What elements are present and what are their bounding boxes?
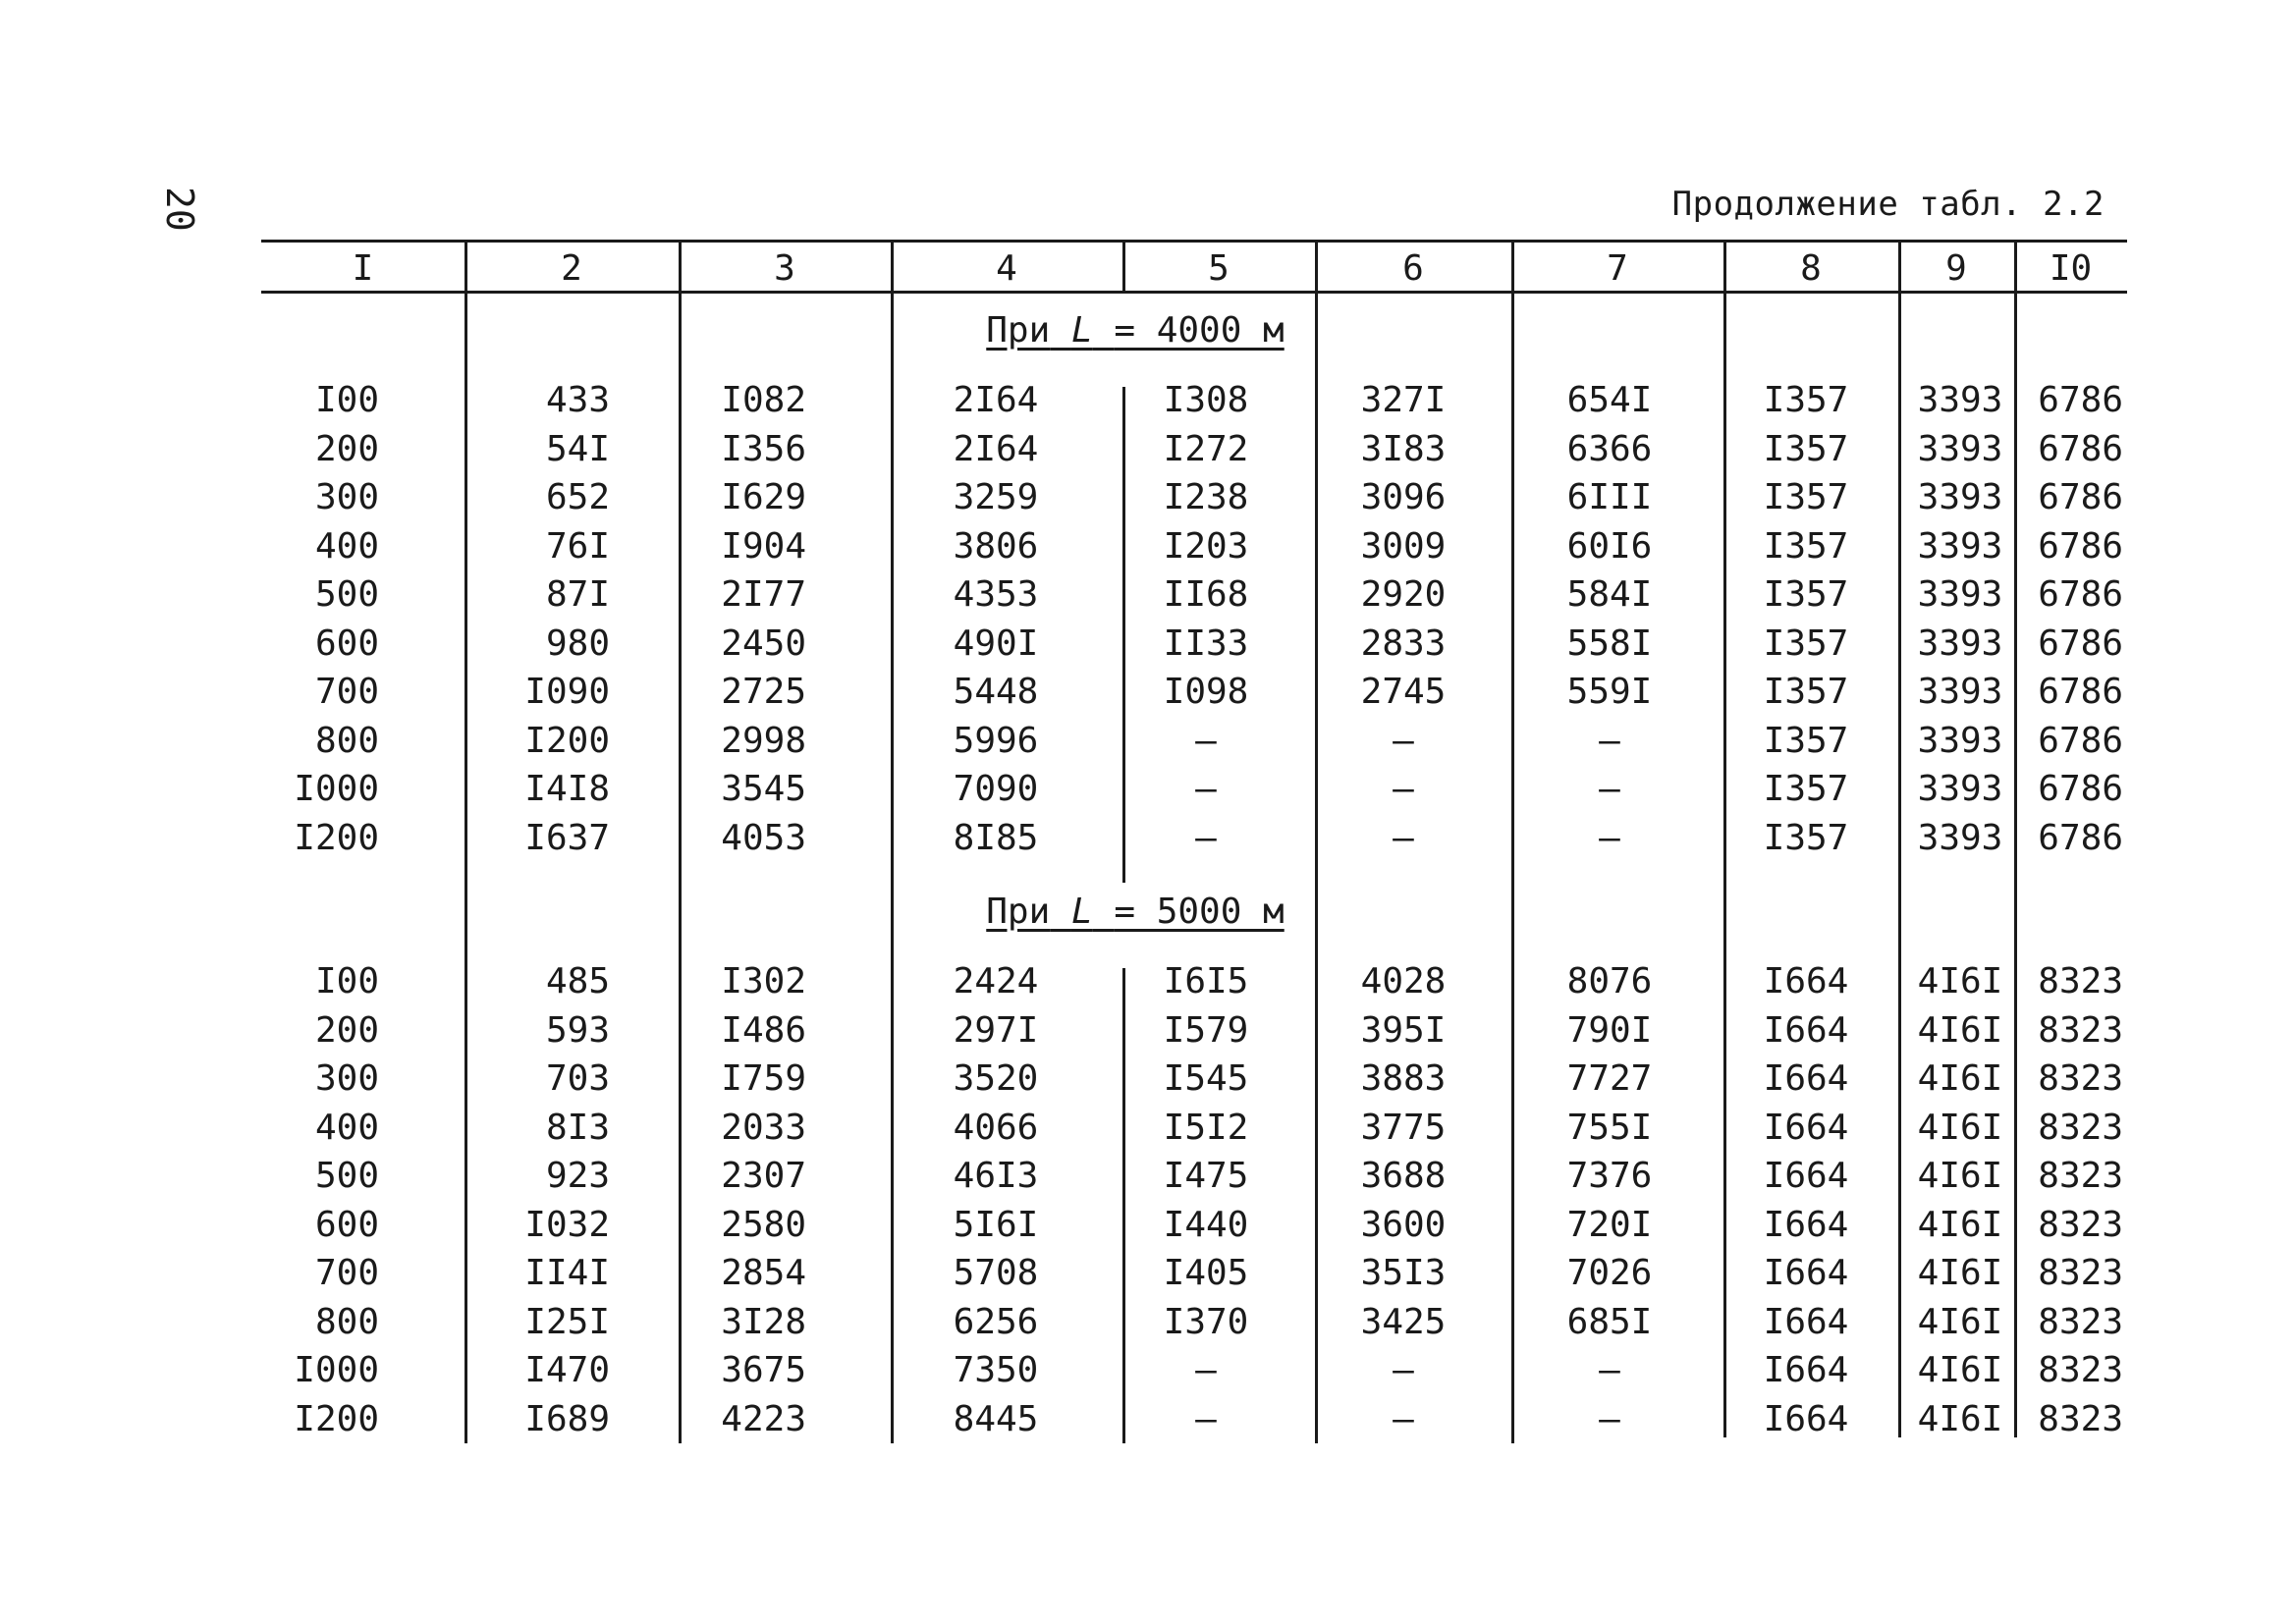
table-cell: I357 <box>1763 672 1849 712</box>
table-cell: 2920 <box>1360 574 1447 615</box>
table-cell: II33 <box>1163 623 1249 664</box>
table-cell: 8445 <box>953 1398 1039 1439</box>
table-cell: 87I <box>545 574 610 615</box>
table-cell: 8076 <box>1566 961 1653 1001</box>
table-cell: 593 <box>545 1009 610 1051</box>
table-cell: I357 <box>1763 477 1849 517</box>
table-cell: 6786 <box>2038 380 2123 420</box>
column-header-2: 2 <box>561 248 582 289</box>
table-cell: 3520 <box>953 1058 1039 1099</box>
table-cell: – <box>1195 1398 1217 1439</box>
table-cell: 6786 <box>2038 574 2123 615</box>
table-cell: I664 <box>1763 1107 1849 1148</box>
table-cell: 8I3 <box>545 1107 610 1148</box>
table-cell: 200 <box>314 1009 379 1051</box>
table-cell: 433 <box>545 380 610 420</box>
table-cell: 8323 <box>2038 1009 2123 1051</box>
column-header-5: 5 <box>1208 248 1230 289</box>
header-bottom-rule <box>261 291 2127 294</box>
table-cell: 54I <box>545 428 610 469</box>
section-caption-1: При L = 4000 м <box>986 310 1285 351</box>
table-cell: 500 <box>314 574 379 615</box>
table-cell: I664 <box>1763 961 1849 1001</box>
table-cell: 4353 <box>953 574 1039 615</box>
table-cell: I664 <box>1763 1204 1849 1245</box>
table-cell: 559I <box>1566 672 1653 712</box>
table-cell: 790I <box>1566 1009 1653 1051</box>
table-cell: 755I <box>1566 1107 1653 1148</box>
table-cell: 7350 <box>953 1350 1039 1390</box>
table-cell: 3393 <box>1917 380 2003 420</box>
table-cell: 485 <box>545 961 610 1001</box>
table-cell: 3883 <box>1360 1058 1447 1099</box>
column-header-7: 7 <box>1607 248 1628 289</box>
table-cell: – <box>1195 817 1217 858</box>
table-cell: 2725 <box>721 672 806 712</box>
table-cell: 3775 <box>1360 1107 1447 1148</box>
table-cell: I486 <box>721 1009 806 1051</box>
data-table <box>261 240 2127 1443</box>
table-cell: I357 <box>1763 769 1849 809</box>
table-cell: – <box>1393 1350 1414 1390</box>
table-cell: 2854 <box>721 1253 806 1293</box>
column-header-10: I0 <box>2049 248 2093 289</box>
column-separator <box>1122 387 1125 883</box>
table-cell: 6786 <box>2038 525 2123 567</box>
column-header-3: 3 <box>774 248 795 289</box>
table-cell: 8323 <box>2038 1398 2123 1439</box>
table-cell: 703 <box>545 1058 610 1099</box>
table-cell: – <box>1599 769 1620 809</box>
table-cell: I357 <box>1763 720 1849 761</box>
table-cell: 3393 <box>1917 525 2003 567</box>
table-cell: 800 <box>314 1301 379 1342</box>
table-cell: I545 <box>1163 1058 1249 1099</box>
table-cell: 6786 <box>2038 672 2123 712</box>
table-cell: I664 <box>1763 1350 1849 1390</box>
table-cell: I308 <box>1163 380 1249 420</box>
table-cell: 8323 <box>2038 1301 2123 1342</box>
table-cell: I272 <box>1163 428 1249 469</box>
table-cell: I4I8 <box>524 769 610 809</box>
column-header-1: I <box>352 248 374 289</box>
table-cell: I302 <box>721 961 806 1001</box>
table-cell: – <box>1195 720 1217 761</box>
table-cell: 6III <box>1566 477 1653 517</box>
table-cell: 3393 <box>1917 672 2003 712</box>
table-cell: I405 <box>1163 1253 1249 1293</box>
table-cell: – <box>1195 769 1217 809</box>
column-separator <box>1898 240 1901 1437</box>
section-caption-2: При L = 5000 м <box>986 892 1285 932</box>
table-cell: 700 <box>314 672 379 712</box>
table-cell: 3009 <box>1360 525 1447 567</box>
table-cell: I689 <box>524 1398 610 1439</box>
table-cell: 500 <box>314 1156 379 1196</box>
table-cell: I6I5 <box>1163 961 1249 1001</box>
table-cell: I000 <box>294 769 379 809</box>
table-cell: – <box>1599 1398 1620 1439</box>
column-separator <box>465 240 467 1443</box>
table-cell: 2833 <box>1360 623 1447 664</box>
table-cell: I357 <box>1763 380 1849 420</box>
table-cell: I664 <box>1763 1058 1849 1099</box>
table-cell: 3688 <box>1360 1156 1447 1196</box>
table-cell: 4I6I <box>1917 1398 2003 1439</box>
column-header-9: 9 <box>1945 248 1967 289</box>
table-cell: I00 <box>314 380 379 420</box>
table-cell: – <box>1393 720 1414 761</box>
table-cell: 4I6I <box>1917 1009 2003 1051</box>
table-cell: 60I6 <box>1566 525 1653 567</box>
table-cell: 3806 <box>953 525 1039 567</box>
table-cell: – <box>1393 817 1414 858</box>
table-cell: 3259 <box>953 477 1039 517</box>
table-cell: I098 <box>1163 672 1249 712</box>
table-cell: 5448 <box>953 672 1039 712</box>
table-cell: 6786 <box>2038 428 2123 469</box>
table-cell: 2I64 <box>953 428 1039 469</box>
table-cell: 6256 <box>953 1301 1039 1342</box>
table-cell: 3393 <box>1917 817 2003 858</box>
table-cell: 4I6I <box>1917 1156 2003 1196</box>
table-cell: 327I <box>1360 380 1447 420</box>
table-cell: 4I6I <box>1917 1350 2003 1390</box>
table-cell: I000 <box>294 1350 379 1390</box>
table-cell: 300 <box>314 1058 379 1099</box>
table-cell: 600 <box>314 1204 379 1245</box>
table-cell: 8323 <box>2038 1204 2123 1245</box>
table-cell: 2424 <box>953 961 1039 1001</box>
table-cell: I904 <box>721 525 806 567</box>
table-cell: I25I <box>524 1301 610 1342</box>
table-cell: I356 <box>721 428 806 469</box>
table-cell: 2450 <box>721 623 806 664</box>
table-cell: 3I83 <box>1360 428 1447 469</box>
table-cell: 3I28 <box>721 1301 806 1342</box>
table-cell: I5I2 <box>1163 1107 1249 1148</box>
table-cell: I032 <box>524 1204 610 1245</box>
table-cell: 395I <box>1360 1009 1447 1051</box>
column-header-8: 8 <box>1800 248 1822 289</box>
table-cell: 2580 <box>721 1204 806 1245</box>
table-cell: 584I <box>1566 574 1653 615</box>
table-cell: 6786 <box>2038 817 2123 858</box>
page-number: 20 <box>158 187 201 232</box>
column-separator <box>1122 968 1125 1443</box>
table-cell: 6366 <box>1566 428 1653 469</box>
table-cell: I357 <box>1763 574 1849 615</box>
table-cell: 46I3 <box>953 1156 1039 1196</box>
table-cell: I664 <box>1763 1253 1849 1293</box>
table-cell: 4028 <box>1360 961 1447 1001</box>
table-cell: 3393 <box>1917 574 2003 615</box>
table-cell: 8323 <box>2038 1058 2123 1099</box>
table-cell: I357 <box>1763 623 1849 664</box>
table-cell: 2745 <box>1360 672 1447 712</box>
table-cell: I664 <box>1763 1009 1849 1051</box>
column-separator <box>1122 240 1125 291</box>
table-cell: 8323 <box>2038 1156 2123 1196</box>
table-cell: 490I <box>953 623 1039 664</box>
table-cell: 2I77 <box>721 574 806 615</box>
table-cell: 6786 <box>2038 720 2123 761</box>
table-cell: 300 <box>314 477 379 517</box>
table-cell: 4I6I <box>1917 1058 2003 1099</box>
table-cell: 980 <box>545 623 610 664</box>
table-cell: 3675 <box>721 1350 806 1390</box>
table-cell: 3393 <box>1917 428 2003 469</box>
table-cell: I579 <box>1163 1009 1249 1051</box>
table-cell: 4I6I <box>1917 1204 2003 1245</box>
table-cell: I664 <box>1763 1398 1849 1439</box>
table-cell: 4053 <box>721 817 806 858</box>
table-cell: I238 <box>1163 477 1249 517</box>
table-cell: I357 <box>1763 817 1849 858</box>
table-cell: 5I6I <box>953 1204 1039 1245</box>
table-cell: I440 <box>1163 1204 1249 1245</box>
table-cell: I759 <box>721 1058 806 1099</box>
table-cell: 3393 <box>1917 477 2003 517</box>
table-cell: 4I6I <box>1917 1301 2003 1342</box>
table-cell: 400 <box>314 1107 379 1148</box>
table-cell: I357 <box>1763 428 1849 469</box>
table-cell: 7376 <box>1566 1156 1653 1196</box>
table-cell: 2307 <box>721 1156 806 1196</box>
table-cell: I629 <box>721 477 806 517</box>
table-cell: I00 <box>314 961 379 1001</box>
table-cell: 923 <box>545 1156 610 1196</box>
table-cell: 685I <box>1566 1301 1653 1342</box>
table-cell: 3425 <box>1360 1301 1447 1342</box>
table-cell: 8I85 <box>953 817 1039 858</box>
table-cell: I637 <box>524 817 610 858</box>
table-cell: 6786 <box>2038 769 2123 809</box>
column-separator <box>1511 240 1514 1443</box>
table-cell: II68 <box>1163 574 1249 615</box>
table-cell: 8323 <box>2038 961 2123 1001</box>
table-cell: – <box>1599 1350 1620 1390</box>
table-cell: I200 <box>294 817 379 858</box>
table-continuation-label: Продолжение табл. 2.2 <box>1671 185 2105 224</box>
table-cell: 800 <box>314 720 379 761</box>
table-cell: I357 <box>1763 525 1849 567</box>
table-cell: 2998 <box>721 720 806 761</box>
table-cell: 4223 <box>721 1398 806 1439</box>
column-header-6: 6 <box>1402 248 1424 289</box>
table-cell: II4I <box>524 1253 610 1293</box>
table-cell: I200 <box>294 1398 379 1439</box>
table-cell: 4I6I <box>1917 1253 2003 1293</box>
table-cell: 2033 <box>721 1107 806 1148</box>
table-cell: I090 <box>524 672 610 712</box>
table-cell: 3393 <box>1917 720 2003 761</box>
table-cell: 3393 <box>1917 623 2003 664</box>
table-cell: 4066 <box>953 1107 1039 1148</box>
table-cell: 400 <box>314 525 379 567</box>
table-cell: 3096 <box>1360 477 1447 517</box>
table-cell: 558I <box>1566 623 1653 664</box>
table-cell: 5996 <box>953 720 1039 761</box>
table-cell: I475 <box>1163 1156 1249 1196</box>
table-cell: 700 <box>314 1253 379 1293</box>
table-cell: 3393 <box>1917 769 2003 809</box>
column-separator <box>1315 240 1318 1443</box>
table-cell: 600 <box>314 623 379 664</box>
table-cell: 3600 <box>1360 1204 1447 1245</box>
column-separator <box>891 240 894 1443</box>
column-separator <box>1723 240 1726 1437</box>
table-cell: 4I6I <box>1917 1107 2003 1148</box>
table-cell: 7090 <box>953 769 1039 809</box>
table-cell: 8323 <box>2038 1350 2123 1390</box>
table-cell: 4I6I <box>1917 961 2003 1001</box>
table-cell: – <box>1195 1350 1217 1390</box>
table-cell: 7026 <box>1566 1253 1653 1293</box>
table-cell: 8323 <box>2038 1107 2123 1148</box>
column-header-4: 4 <box>996 248 1017 289</box>
table-cell: I664 <box>1763 1301 1849 1342</box>
table-cell: – <box>1393 1398 1414 1439</box>
table-cell: 5708 <box>953 1253 1039 1293</box>
table-cell: 297I <box>953 1009 1039 1051</box>
table-cell: I082 <box>721 380 806 420</box>
table-cell: 35I3 <box>1360 1253 1447 1293</box>
table-cell: I203 <box>1163 525 1249 567</box>
table-cell: – <box>1599 817 1620 858</box>
table-cell: 6786 <box>2038 623 2123 664</box>
table-cell: I370 <box>1163 1301 1249 1342</box>
table-cell: 200 <box>314 428 379 469</box>
table-cell: I664 <box>1763 1156 1849 1196</box>
table-cell: 652 <box>545 477 610 517</box>
table-cell: 3545 <box>721 769 806 809</box>
table-cell: – <box>1393 769 1414 809</box>
table-cell: 720I <box>1566 1204 1653 1245</box>
table-cell: I200 <box>524 720 610 761</box>
table-cell: 2I64 <box>953 380 1039 420</box>
column-separator <box>679 240 682 1443</box>
table-cell: – <box>1599 720 1620 761</box>
table-cell: I470 <box>524 1350 610 1390</box>
table-cell: 6786 <box>2038 477 2123 517</box>
table-cell: 654I <box>1566 380 1653 420</box>
column-separator <box>2014 240 2017 1437</box>
table-cell: 8323 <box>2038 1253 2123 1293</box>
table-cell: 76I <box>545 525 610 567</box>
table-cell: 7727 <box>1566 1058 1653 1099</box>
